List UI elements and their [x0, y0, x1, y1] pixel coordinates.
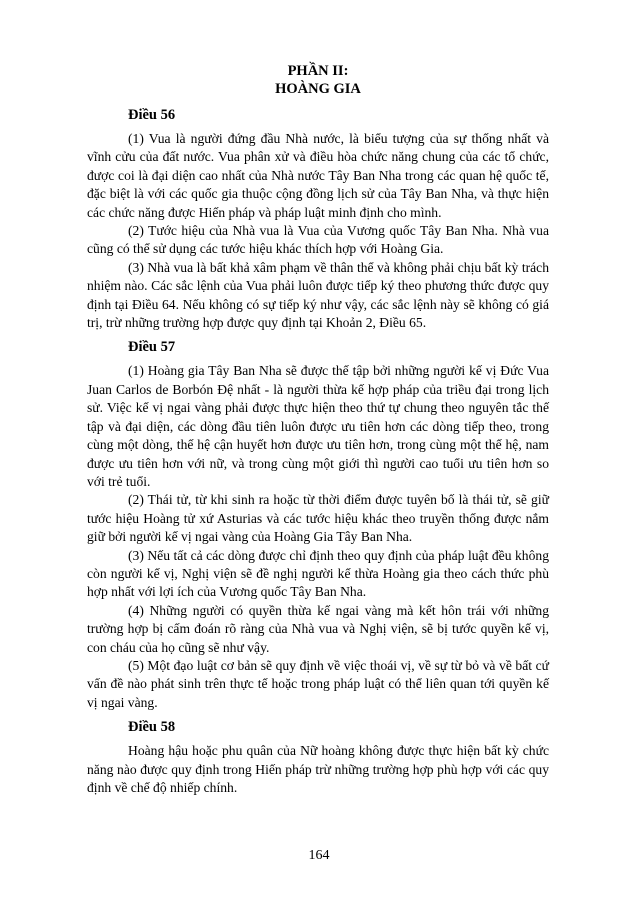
article-paragraph: (4) Những người có quyền thừa kế ngai vàng mà kết hôn trái với những trường hợp bị cấm đoán rõ ràng của Nhà vua và Nghị viện, sẽ bị tước quyền kế vị, con cháu của họ cũng sẽ như vậy. — [87, 602, 549, 655]
article-paragraph: (2) Tước hiệu của Nhà vua là Vua của Vương quốc Tây Ban Nha. Nhà vua cũng có thể sử dụng các tước hiệu khác thích hợp với Hoàng Gia. — [87, 223, 549, 257]
article-paragraph: (1) Hoàng gia Tây Ban Nha sẽ được thế tập bởi những người kế vị Đức Vua Juan Carlos de Borbón Đệ nhất - là người thừa kế hợp pháp của triều đại trong lịch sử. Việc kế vị ngai vàng phải được thực hiện theo thứ tự chung theo nguyên tắc thế tập và đại diện, các dòng đầu tiên luôn được ưu tiên hơn các dòng tiếp theo, trong cùng một dòng, thế hệ cận huyết hơn được ưu tiên hơn, trong cùng một thế hệ, nam được ưu tiên hơn với nữ, và trong cùng một giới thì người cao tuổi ưu tiên hơn so với trẻ tuổi. — [87, 363, 549, 489]
article-paragraph: (1) Vua là người đứng đầu Nhà nước, là biểu tượng của sự thống nhất và vĩnh cửu của đất nước. Vua phân xử và điều hòa chức năng chung của các tổ chức, được coi là đại diện cao nhất của Nhà nước Tây Ban Nha trong các quan hệ quốc tế, đặc biệt là với các quốc gia thuộc cộng đồng lịch sử của Tây Ban Nha, và thực hiện các chức năng được Hiến pháp và pháp luật minh định cho mình. — [87, 131, 549, 220]
article-heading: Điều 58 — [128, 719, 176, 736]
article-56 — [87, 106, 549, 332]
article-58 — [87, 718, 549, 797]
article-paragraph: (5) Một đạo luật cơ bản sẽ quy định về việc thoái vị, về sự từ bỏ và về bất cứ vấn đề nào phát sinh trên thực tế hoặc trong pháp luật có thể liên quan tới quyền kế vị ngai vàng. — [87, 657, 549, 710]
article-heading: Điều 57 — [128, 339, 176, 356]
article-paragraph: (3) Nhà vua là bất khả xâm phạm về thân thể và không phải chịu bất kỳ trách nhiệm nào. Các sắc lệnh của Vua phải luôn được tiếp ký theo phương thức được quy định tại Điều 64. Nếu không có sự tiếp ký như vậy, các sắc lệnh này sẽ không có giá trị, trừ những trường hợp được quy định tại Khoản 2, Điều 65. — [87, 259, 549, 331]
article-heading: Điều 56 — [128, 107, 176, 123]
article-paragraph: (2) Thái tử, từ khi sinh ra hoặc từ thời điểm được tuyên bố là thái tử, sẽ giữ tước hiệu Hoàng tử xứ Asturias và các tước hiệu khác theo truyền thống được nắm giữ bởi người kế vị ngai vàng của Hoàng Gia Tây Ban Nha. — [87, 492, 549, 545]
page-number: 164 — [308, 848, 330, 863]
article-paragraph: (3) Nếu tất cả các dòng được chỉ định theo quy định của pháp luật đều không còn người kế vị, Nghị viện sẽ đề nghị người kế thừa Hoàng gia theo cách thức phù hợp nhất với lợi ích của Vương quốc Tây Ban Nha. — [87, 547, 549, 600]
part-label: PHẦN II: — [287, 63, 349, 79]
document-page — [87, 62, 549, 797]
part-title: HOÀNG GIA — [275, 81, 361, 97]
article-paragraph: Hoàng hậu hoặc phu quân của Nữ hoàng không được thực hiện bất kỳ chức năng nào được quy định trong Hiến pháp trừ những trường hợp phù hợp với các quy định về chế độ nhiếp chính. — [87, 743, 549, 795]
article-57 — [87, 338, 549, 712]
